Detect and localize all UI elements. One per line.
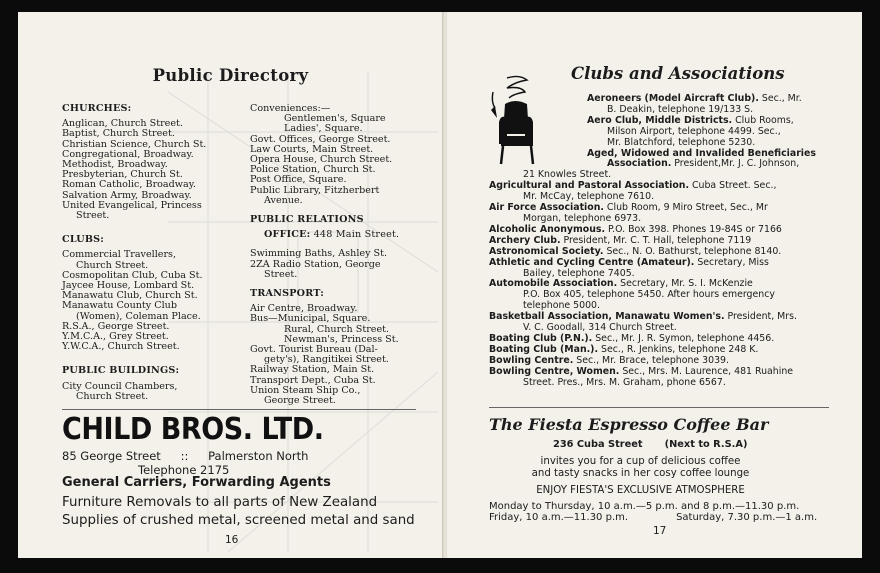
directory-entry: 2ZA Radio Station, George [250, 258, 381, 270]
directory-column-2 [250, 104, 426, 415]
club-name: Air Force Association. [489, 202, 604, 214]
club-name: Aeroneers (Model Aircraft Club). [587, 93, 759, 104]
directory-entry: Baptist, Church Street. [62, 128, 175, 140]
directory-entry: Swimming Baths, Ashley St. [250, 248, 388, 260]
club-name: Aero Club, Middle Districts. [587, 114, 733, 126]
directory-entry: Salvation Army, Broadway. [62, 189, 192, 201]
directory-entry: Govt. Offices, George Street. [250, 133, 391, 145]
directory-entry: Ladies', Square. [284, 123, 363, 135]
club-details: V. C. Goodall, 314 Church Street. [523, 322, 677, 334]
club-name: Boating Club (P.N.). [489, 332, 593, 344]
club-details: Bailey, telephone 7405. [523, 267, 635, 279]
directory-entry: Commercial Travellers, [62, 249, 177, 261]
advert-cafe-line-3: ENJOY FIESTA'S EXCLUSIVE ATMOSPHERE [536, 485, 745, 496]
advert-separator: :: [180, 449, 189, 463]
directory-entry: Gentlemen's, Square [284, 113, 386, 125]
club-details: 21 Knowles Street. [523, 169, 612, 181]
directory-entry: Jaycee House, Lombard St. [62, 280, 195, 292]
advert-cafe-name: The Fiesta Espresso Coffee Bar [489, 415, 769, 434]
directory-entry: Opera House, Church Street. [250, 154, 393, 166]
advert-telephone: Telephone 2175 [138, 463, 230, 477]
club-name: Agricultural and Pastoral Association. [489, 180, 690, 192]
directory-entry: Rural, Church Street. [284, 323, 390, 335]
directory-entry: City Council Chambers, [62, 380, 178, 392]
directory-entry: Presbyterian, Church St. [62, 169, 183, 181]
page-number: 17 [653, 525, 667, 537]
advert-cafe-street: 236 Cuba Street [553, 439, 643, 450]
directory-entry: Law Courts, Main Street. [250, 143, 374, 155]
advert-divider [489, 407, 829, 408]
club-details: Sec., Mrs. M. Laurence, 481 Ruahine [619, 365, 794, 377]
directory-entry: Y.W.C.A., Church Street. [62, 341, 180, 353]
club-details: P.O. Box 405, telephone 5450. After hours emergency [523, 289, 775, 301]
clubs-list [489, 94, 829, 388]
directory-column-1 [62, 104, 248, 416]
club-details: Club Room, 9 Miro Street, Sec., Mr [603, 202, 768, 214]
directory-entry: Govt. Tourist Bureau (Dal- [250, 344, 378, 356]
club-details: Secretary, Miss [694, 256, 769, 268]
club-name: Aged, Widowed and Invalided Beneficiaries [587, 147, 816, 159]
club-details: P.O. Box 398. Phones 19-84S or 7166 [605, 223, 782, 235]
directory-section [250, 215, 426, 240]
advert-cafe-line-1: invites you for a cup of delicious coffee [540, 456, 741, 467]
advert-line-1: Furniture Removals to all parts of New Zealand [62, 495, 378, 510]
directory-section [250, 104, 426, 206]
directory-entry: United Evangelical, Princess [62, 199, 202, 211]
advert-cafe-near: (Next to R.S.A) [664, 439, 748, 450]
advert-cafe-address [553, 439, 747, 450]
advert-cafe-hours-weekdays: Monday to Thursday, 10 a.m.—5 p.m. and 8 p.m.—11.30 p.m. [489, 501, 800, 512]
club-details: Sec., R. Jenkins, telephone 248 K. [598, 343, 759, 355]
section-heading-line-2 [250, 230, 426, 240]
directory-entry: Transport Dept., Cuba St. [250, 374, 376, 386]
club-details: Street. Pres., Mrs. M. Graham, phone 6567. [523, 376, 726, 388]
directory-section [62, 235, 248, 352]
directory-entry: Conveniences:— [250, 103, 331, 114]
club-details: telephone 5000. [523, 300, 600, 312]
directory-section [250, 249, 426, 280]
club-details: Sec., N. O. Bathurst, telephone 8140. [603, 245, 782, 257]
advert-city: Palmerston North [208, 449, 309, 463]
directory-entry: Roman Catholic, Broadway. [62, 179, 196, 191]
directory-entry: Newman's, Princess St. [284, 333, 399, 345]
section-heading: CLUBS: [62, 234, 105, 246]
directory-entry: Anglican, Church Street. [62, 118, 183, 130]
club-name: Bowling Centre. [489, 354, 574, 366]
club-details: President, Mr. C. T. Hall, telephone 7119 [560, 234, 752, 246]
advert-line-2: Supplies of crushed metal, screened metal and sand [62, 513, 415, 528]
advert-divider [62, 409, 416, 410]
directory-entry: Methodist, Broadway. [62, 159, 168, 171]
club-details: Club Rooms, [732, 114, 794, 126]
club-details: Mr. McCay, telephone 7610. [523, 191, 655, 203]
directory-entry: Street. [264, 268, 298, 280]
directory-entry: George Street. [264, 395, 336, 407]
club-name: Boating Club (Man.). [489, 343, 599, 355]
advert-cafe-hours-friday: Friday, 10 a.m.—11.30 p.m. [489, 512, 629, 523]
section-heading: PUBLIC RELATIONS [250, 214, 364, 226]
club-name: Basketball Association, Manawatu Women's. [489, 311, 725, 323]
page-title: Clubs and Associations [571, 64, 785, 83]
directory-entry: Congregational, Broadway. [62, 148, 194, 160]
directory-entry: Street. [76, 210, 110, 222]
club-details: Milson Airport, telephone 4499. Sec., [607, 125, 781, 137]
club-details: President, Mrs. [724, 311, 797, 323]
directory-entry: Air Centre, Broadway. [250, 303, 358, 315]
directory-entry: Cosmopolitan Club, Cuba St. [62, 269, 203, 281]
club-entry [489, 378, 829, 389]
left-page [18, 12, 444, 558]
directory-entry: Railway Station, Main St. [250, 364, 375, 376]
club-details: B. Deakin, telephone 19/133 S. [607, 103, 754, 115]
club-details: Cuba Street. Sec., [689, 180, 777, 192]
section-heading: PUBLIC BUILDINGS: [62, 365, 180, 377]
section-heading-address: 448 Main Street. [310, 229, 400, 241]
right-page [446, 12, 862, 558]
club-details: Mr. Blatchford, telephone 5230. [607, 136, 756, 148]
advert-street: 85 George Street [62, 449, 161, 463]
directory-entry: Public Library, Fitzherbert [250, 184, 380, 196]
advert-company-name: CHILD BROS. LTD. [62, 412, 324, 447]
directory-entry: (Women), Coleman Place. [76, 310, 201, 322]
club-details: Sec., Mr. [758, 93, 802, 104]
advert-cafe-line-2: and tasty snacks in her cosy coffee lounge [531, 468, 750, 479]
club-name: Bowling Centre, Women. [489, 365, 620, 377]
club-name: Astronomical Society. [489, 245, 604, 257]
directory-entry: Avenue. [264, 194, 303, 206]
directory-entry: Manawatu Club, Church St. [62, 290, 198, 302]
club-name: Automobile Association. [489, 278, 618, 290]
directory-entry: Bus—Municipal, Square. [250, 313, 371, 325]
section-heading: TRANSPORT: [250, 288, 324, 300]
club-name: Alcoholic Anonymous. [489, 223, 606, 235]
club-details: President,Mr. J. C. Johnson, [671, 158, 800, 170]
advert-cafe-hours-saturday: Saturday, 7.30 p.m.—1 a.m. [676, 512, 818, 523]
club-name: Association. [607, 158, 672, 170]
directory-entry: Police Station, Church St. [250, 164, 376, 176]
directory-entry: Manawatu County Club [62, 300, 177, 312]
club-details: Morgan, telephone 6973. [523, 212, 642, 224]
advert-address [62, 449, 308, 463]
directory-section [62, 366, 248, 402]
directory-entry: Church Street. [76, 259, 149, 271]
club-details: Sec., Mr. Brace, telephone 3039. [573, 354, 729, 366]
directory-entry: Post Office, Square. [250, 174, 347, 186]
club-name: Athletic and Cycling Centre (Amateur). [489, 256, 695, 268]
advert-cafe-hours-weekend [489, 512, 817, 523]
directory-entry: Christian Science, Church St. [62, 138, 207, 150]
advert-tagline: General Carriers, Forwarding Agents [62, 475, 331, 490]
page-title: Public Directory [152, 66, 309, 85]
club-name: Archery Club. [489, 234, 561, 246]
section-heading-office: OFFICE: [264, 229, 311, 241]
directory-entry: Church Street. [76, 390, 149, 402]
directory-entry: Y.M.C.A., Grey Street. [62, 331, 169, 343]
section-heading: CHURCHES: [62, 103, 132, 114]
directory-section [250, 289, 426, 406]
directory-entry: gety's), Rangitikei Street. [264, 354, 389, 366]
club-details: Secretary, Mr. S. I. McKenzie [617, 278, 753, 290]
directory-entry: Union Steam Ship Co., [250, 384, 361, 396]
directory-section [62, 104, 248, 221]
page-number: 16 [225, 534, 239, 546]
directory-entry: R.S.A., George Street. [62, 320, 170, 332]
club-details: Sec., Mr. J. R. Symon, telephone 4456. [592, 332, 775, 344]
